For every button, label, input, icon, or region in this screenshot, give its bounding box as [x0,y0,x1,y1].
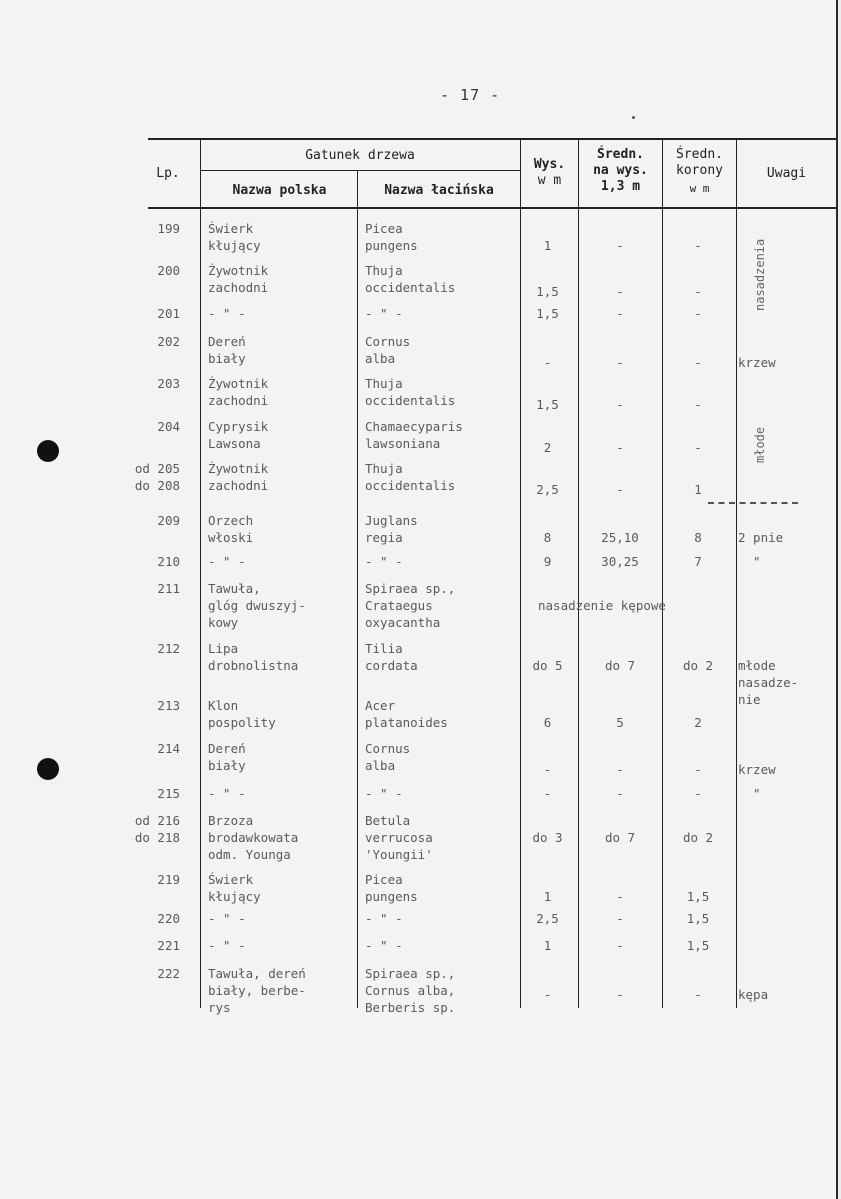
col-rule-wys [578,138,579,1008]
cell-sredn: 25,10 [601,530,639,545]
header-nazwa-lacinska: Nazwa łacińska [384,183,494,198]
cell-lp: 199 [157,221,180,236]
punch-hole-top [37,440,59,462]
cell-wys: do 5 [532,658,563,673]
cell-wys: - [543,355,552,370]
cell-lp: 222 [157,966,180,981]
cell-nazwa-lacinska: Picea pungens [365,221,418,253]
cell-lp: 215 [157,786,180,801]
cell-nazwa-polska: Dereń biały [208,741,246,773]
cell-wys: 1,5 [536,397,559,412]
col-rule-korona [736,138,737,1008]
cell-nazwa-lacinska: Thuja occidentalis [365,461,456,493]
header-bottom-rule [148,207,836,209]
cell-lp: od 205 do 208 [134,461,180,493]
cell-nazwa-polska: - " - [208,786,246,801]
cell-nazwa-lacinska: Juglans regia [365,513,418,545]
uwagi-divider-dashed [708,502,798,504]
cell-nazwa-polska: - " - [208,306,246,321]
cell-nazwa-lacinska: Thuja occidentalis [365,263,456,295]
cell-sredn: - [616,938,624,953]
cell-korona: 2 [694,715,702,730]
cell-nazwa-polska: Świerk kłujący [208,221,261,253]
cell-wys: 6 [543,715,552,730]
cell-sredn: 5 [616,715,624,730]
cell-wys: 1,5 [536,306,559,321]
cell-nazwa-lacinska: - " - [365,786,403,801]
page-number: - 17 - [440,86,501,104]
cell-korona: - [694,987,702,1002]
cell-nazwa-lacinska: Spiraea sp., Crataegus oxyacantha [365,581,456,630]
cell-nazwa-lacinska: Chamaecyparis lawsoniana [365,419,463,451]
cell-sredn: - [616,306,624,321]
cell-wys: do 3 [532,830,563,845]
cell-uwagi: krzew [738,762,776,777]
cell-wys: 2 [543,440,552,455]
cell-korona: 1 [694,482,702,497]
header-sredn-2: na wys. [593,163,648,178]
cell-nazwa-lacinska: Picea pungens [365,872,418,904]
header-wys-2: w m [537,173,562,188]
uwagi-vertical-note-1: nasadzenia [753,238,767,312]
cell-nazwa-lacinska: Thuja occidentalis [365,376,456,408]
cell-lp: 221 [157,938,180,953]
cell-wys: 9 [543,554,552,569]
cell-korona: - [694,397,702,412]
cell-lp: 202 [157,334,180,349]
cell-uwagi: kępa [738,987,769,1002]
cell-sredn: do 7 [604,658,636,673]
header-korona-1: Średn. [676,147,723,162]
cell-sredn: - [616,397,624,412]
cell-korona: - [694,786,702,801]
cell-wys: 2,5 [536,911,559,926]
cell-nazwa-lacinska: - " - [365,911,403,926]
cell-nazwa-polska: Klon pospolity [208,698,276,730]
cell-lp: 211 [157,581,180,596]
cell-nazwa-polska: Brzoza brodawkowata odm. Younga [208,813,299,862]
cell-korona: 8 [694,530,702,545]
cell-nazwa-lacinska: Betula verrucosa 'Youngii' [365,813,433,862]
header-wys-1: Wys. [533,157,566,172]
cell-wys: - [543,762,552,777]
cell-nazwa-polska: Świerk kłujący [208,872,261,904]
cell-wys: - [543,786,552,801]
cell-wys: 1,5 [536,284,559,299]
cell-sredn: 30,25 [601,554,639,569]
cell-uwagi: krzew [738,355,776,370]
cell-sredn: - [616,889,624,904]
cell-lp: 204 [157,419,180,434]
col-rule-polska [357,171,358,1008]
cell-korona: - [694,306,702,321]
cell-sredn: - [616,284,624,299]
col-rule-lacinska [520,138,521,1008]
cell-nazwa-polska: - " - [208,938,246,953]
cell-sredn: - [616,440,624,455]
cell-lp: 220 [157,911,180,926]
cell-nazwa-polska: Lipa drobnolistna [208,641,299,673]
cell-sredn: - [616,987,624,1002]
cell-sredn: - [616,786,624,801]
cell-uwagi: młode nasadze- nie [738,658,799,707]
cell-nazwa-lacinska: - " - [365,554,403,569]
cell-uwagi: 2 pnie [738,530,784,545]
cell-korona: - [694,238,702,253]
cell-uwagi: " [738,786,761,801]
col-rule-sredn [662,138,663,1008]
cell-wys: 2,5 [536,482,559,497]
cell-nazwa-lacinska: Acer platanoides [365,698,448,730]
cell-wys: - [543,987,552,1002]
cell-korona: 7 [694,554,702,569]
cell-nazwa-polska: - " - [208,911,246,926]
header-uwagi: Uwagi [766,166,807,181]
cell-nazwa-lacinska: Tilia cordata [365,641,418,673]
cell-nazwa-polska: - " - [208,554,246,569]
cell-korona: - [694,440,702,455]
header-lp: Lp. [156,166,180,181]
header-gatunek: Gatunek drzewa [305,148,415,163]
cell-nazwa-lacinska: Spiraea sp., Cornus alba, Berberis sp. [365,966,456,1015]
cell-korona: - [694,284,702,299]
cell-sredn: - [616,238,624,253]
cell-lp: od 216 do 218 [134,813,180,845]
cell-wys: 8 [543,530,552,545]
uwagi-vertical-note-2: młode [753,426,767,464]
cell-sredn: - [616,355,624,370]
header-nazwa-polska: Nazwa polska [232,183,327,198]
cell-lp: 214 [157,741,180,756]
cell-nazwa-lacinska: - " - [365,306,403,321]
cell-uwagi: " [738,554,761,569]
cell-korona: do 2 [682,658,714,673]
cell-sredn: - [616,482,624,497]
cell-nazwa-polska: Tawuła, dereń biały, berbe- rys [208,966,306,1015]
cell-nazwa-lacinska: Cornus alba [365,741,411,773]
cell-nazwa-polska: Żywotnik zachodni [208,461,269,493]
stray-mark [632,116,635,119]
cell-wys: 1 [543,938,552,953]
cell-sredn: - [616,762,624,777]
cell-lp: 203 [157,376,180,391]
cell-wys: 1 [543,238,552,253]
cell-korona: 1,5 [686,938,710,953]
header-top-rule [148,138,836,140]
cell-korona: do 2 [682,830,714,845]
cell-lp: 200 [157,263,180,278]
cell-nazwa-lacinska: - " - [365,938,403,953]
cell-korona: - [694,355,702,370]
cell-lp: 209 [157,513,180,528]
cell-nazwa-lacinska: Cornus alba [365,334,411,366]
cell-nazwa-polska: Żywotnik zachodni [208,376,269,408]
row-211-merged-note: nasadzenie kępowe [538,598,666,613]
header-sredn-3: 1,3 m [600,179,641,194]
cell-nazwa-polska: Orzech włoski [208,513,254,545]
punch-hole-bottom [37,758,59,780]
cell-lp: 201 [157,306,180,321]
cell-korona: 1,5 [686,911,710,926]
cell-sredn: - [616,911,624,926]
header-sredn-1: Średn. [597,147,644,162]
cell-sredn: do 7 [604,830,636,845]
header-korona-3: w m [689,182,710,195]
cell-lp: 219 [157,872,180,887]
cell-korona: - [694,762,702,777]
cell-lp: 210 [157,554,180,569]
col-rule-lp [200,138,201,1008]
cell-nazwa-polska: Dereń biały [208,334,246,366]
cell-lp: 213 [157,698,180,713]
cell-wys: 1 [543,889,552,904]
cell-lp: 212 [157,641,180,656]
cell-nazwa-polska: Cyprysik Lawsona [208,419,269,451]
cell-korona: 1,5 [686,889,710,904]
header-mid-rule [200,170,520,171]
cell-nazwa-polska: Żywotnik zachodni [208,263,269,295]
cell-nazwa-polska: Tawuła, glóg dwuszyj- kowy [208,581,306,630]
header-korona-2: korony [676,163,723,178]
